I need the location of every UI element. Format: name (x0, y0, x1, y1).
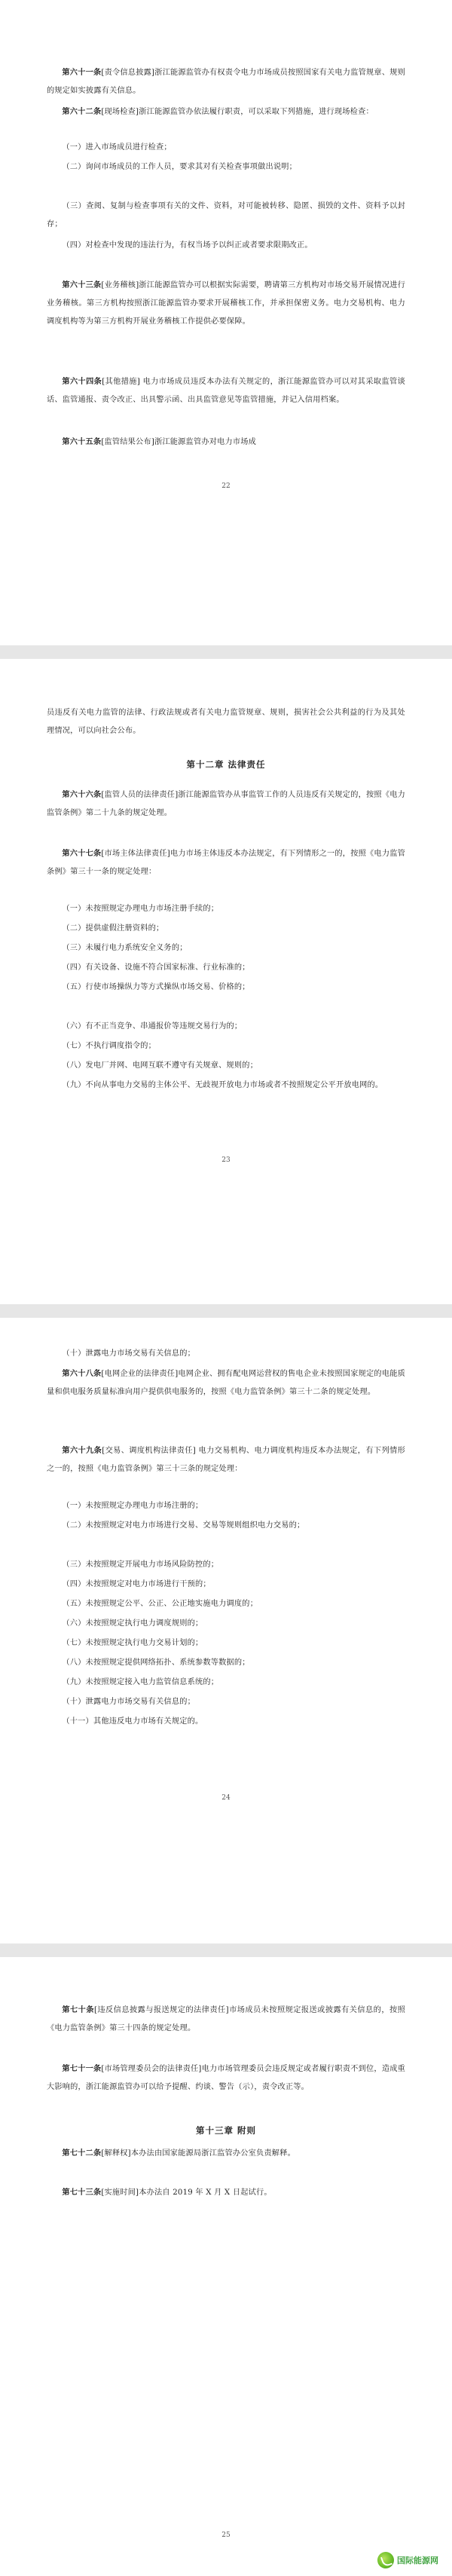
list-item: （九）未按照规定接入电力监管信息系统的； (62, 1678, 219, 1686)
chapter-heading: 第十二章 法律责任 (186, 759, 266, 770)
list-item: （十）泄露电力市场交易有关信息的； (62, 1698, 195, 1706)
list-item: （六）有不正当竞争、串通报价等违规交易行为的； (62, 1022, 243, 1031)
page-separator (0, 645, 452, 659)
list-item: （二）询问市场成员的工作人员，要求其对有关检查事项做出说明； (62, 163, 298, 171)
article-67: 第六十七条[市场主体法律责任]电力市场主体违反本办法规定，有下列情形之一的，按照《电力监管条例》第三十一条的规定处理： (47, 849, 406, 876)
list-item: （二）未按照规定对电力市场进行交易、交易等规则组织电力交易的； (62, 1521, 305, 1530)
page-number: 24 (221, 1794, 231, 1802)
list-item: （九）不向从事电力交易的主体公平、无歧视开放电力市场或者不按照规定公平开放电网的。 (62, 1081, 383, 1089)
list-item: （六）未按照规定执行电力调度规则的； (62, 1619, 203, 1628)
list-item: （三）查阅、复制与检查事项有关的文件、资料，对可能被转移、隐匿、损毁的文件、资料予以封存； (47, 202, 405, 228)
list-item: （十）泄露电力市场交易有关信息的； (62, 1349, 195, 1358)
leaf-logo-icon (377, 2552, 394, 2568)
document-page-1 (0, 0, 452, 645)
list-item: （一）未按照规定办理电力市场注册手续的； (62, 905, 219, 913)
chapter-heading: 第十三章 附则 (195, 2125, 256, 2136)
list-item: （五）行使市场操纵力等方式操纵市场交易、价格的； (62, 983, 250, 991)
article-71: 第七十一条[市场管理委员会的法律责任]电力市场管理委员会违反规定或者履行职责不到位，造成重大影响的，浙江能源监管办可以给予提醒、约谈、警告（示），责令改正等。 (47, 2064, 406, 2091)
page-separator (0, 1943, 452, 1957)
list-item: （八）未按照规定提供网络拓扑、系统参数等数据的； (62, 1659, 250, 1667)
list-item: （十一）其他违反电力市场有关规定的。 (62, 1717, 203, 1726)
watermark-logo (377, 2552, 438, 2568)
article-64: 第六十四条[其他措施] 电力市场成员违反本办法有关规定的，浙江能源监管办可以对其采取监管谈话、监管通报、责令改正、出具警示函、出具监管意见等监管措施，并记入信用档案。 (47, 377, 406, 404)
list-item: （二）提供虚假注册资料的； (62, 924, 164, 933)
list-item: （四）未按照规定对电力市场进行干预的； (62, 1580, 211, 1588)
list-item: （三）未按照规定开展电力市场风险防控的； (62, 1561, 219, 1569)
list-item: （五）未按照规定公平、公正、公正地实施电力调度的； (62, 1600, 258, 1608)
article-70: 第七十条[违反信息披露与报送规定的法律责任]市场成员未按照规定报送或披露有关信息的，按照《电力监管条例》第三十四条的规定处理。 (47, 2005, 405, 2032)
article-65: 第六十五条[监管结果公布]浙江能源监管办对电力市场成 (62, 437, 257, 446)
page-number: 25 (221, 2532, 231, 2539)
list-item: （四）对检查中发现的违法行为，有权当场予以纠正或者要求限期改正。 (62, 241, 313, 250)
list-item: （七）未按照规定执行电力交易计划的； (62, 1639, 203, 1647)
page-number: 22 (221, 482, 231, 490)
document-page-4 (0, 1957, 452, 2576)
article-68: 第六十八条[电网企业的法律责任]电网企业、拥有配电网运营权的售电企业未按照国家规定的电能质量和供电服务质量标准向用户提供供电服务的，按照《电力监管条例》第三十二条的规定处理。 (47, 1369, 406, 1396)
article-72: 第七十二条[解释权]本办法由国家能源局浙江监管办公室负责解释。 (62, 2149, 295, 2158)
list-item: （七）不执行调度指令的； (62, 1042, 157, 1050)
article-73: 第七十三条[实施时间]本办法自 2019 年 X 月 X 日起试行。 (62, 2188, 272, 2197)
article-69: 第六十九条[交易、调度机构法律责任] 电力交易机构、电力调度机构违反本办法规定，有下列情形之一的，按照《电力监管条例》第三十三条的规定处理： (47, 1446, 406, 1473)
watermark-text: 国际能源网 (397, 2556, 438, 2565)
list-item: （四）有关设备、设施不符合国家标准、行业标准的； (62, 963, 250, 972)
page-number: 23 (221, 1156, 231, 1164)
article-66: 第六十六条[监管人员的法律责任]浙江能源监管办从事监管工作的人员违反有关规定的，按照《电力监管条例》第二十九条的规定处理。 (47, 790, 406, 817)
document-page-2 (0, 659, 452, 1304)
page-separator (0, 1304, 452, 1318)
list-item: （一）进入市场成员进行检查； (62, 143, 172, 152)
article-62: 第六十二条[现场检查]浙江能源监管办依法履行职责，可以采取下列措施，进行现场检查： (62, 107, 374, 116)
list-item: （八）发电厂并网、电网互联不遵守有关规章、规则的； (62, 1061, 258, 1070)
continued-paragraph: 员违反有关电力监管的法律、行政法规或者有关电力监管规章、规则，损害社会公共利益的行为及其处理情况，可以向社会公布。 (47, 709, 405, 735)
article-63: 第六十三条[业务稽核]浙江能源监管办可以根据实际需要，聘请第三方机构对市场交易开展情况进行业务稽核。第三方机构按照浙江能源监管办要求开展稽核工作，并承担保密义务。电力交易机构、电力调度机构等为第三方机构开展业务稽核工作提供必要保障。 (47, 280, 406, 326)
list-item: （一）未按照规定办理电力市场注册的； (62, 1502, 203, 1510)
list-item: （三）未履行电力系统安全义务的； (62, 944, 188, 952)
article-61: 第六十一条[责令信息披露]浙江能源监管办有权责令电力市场成员按照国家有关电力监管规章、规则的规定如实披露有关信息。 (47, 68, 406, 95)
document-page-3 (0, 1318, 452, 1943)
